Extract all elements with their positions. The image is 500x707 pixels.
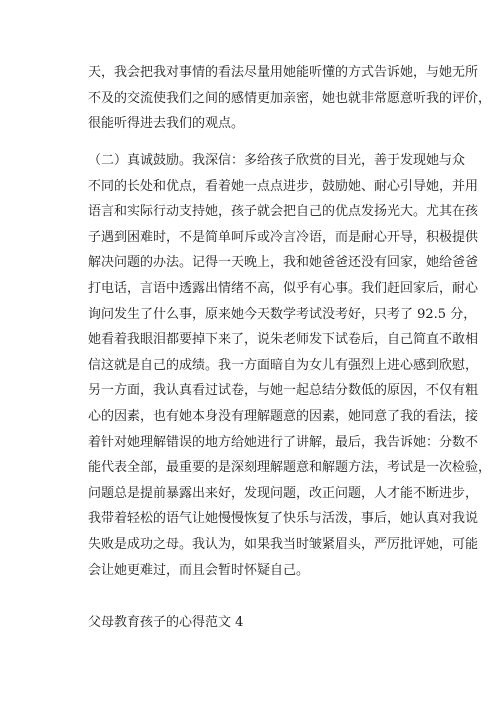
text-line: （二）真诚鼓励。我深信：多给孩子欣赏的目光，善于发现她与众 [88, 153, 466, 168]
text-line: 解决问题的办法。记得一天晚上，我和她爸爸还没有回家，她给爸爸 [88, 255, 479, 271]
section-heading: 父母教育孩子的心得范文 4 [88, 615, 244, 630]
text-line: 天，我会把我对事情的看法尽量用她能听懂的方式告诉她，与她无所 [88, 65, 479, 80]
text-line: 语言和实际行动支持她，孩子就会把自己的优点发扬光大。尤其在孩 [88, 204, 479, 220]
text-line: 心的因素，也有她本身没有理解题意的因素，她同意了我的看法，接 [88, 408, 479, 424]
text-line: 打电话，言语中透露出情绪不高，似乎有心事。我们赶回家后，耐心 [88, 280, 479, 296]
text-line: 问题总是提前暴露出来好，发现问题，改正问题，人才能不断进步， [88, 485, 479, 501]
text-line: 不同的长处和优点，看着她一点点进步，鼓励她、耐心引导她，并用 [88, 178, 479, 194]
text-line: 很能听得进去我们的观点。 [88, 116, 245, 132]
text-line: 信这就是自己的成绩。我一方面暗自为女儿有强烈上进心感到欣慰， [88, 357, 479, 373]
text-line: 她看着我眼泪都要掉下来了，说朱老师发下试卷后，自己简直不敢相 [88, 332, 479, 348]
text-line: 询问发生了什么事，原来她今天数学考试没考好，只考了 92.5 分， [88, 306, 477, 322]
paragraph-2 [88, 148, 492, 583]
text-line: 我带着轻松的语气让她慢慢恢复了快乐与活泼，事后，她认真对我说 [88, 511, 479, 527]
text-line: 会让她更难过，而且会暂时怀疑自己。 [88, 562, 310, 578]
text-line: 另一方面，我认真看过试卷，与她一起总结分数低的原因，不仅有粗 [88, 383, 479, 399]
text-line: 不及的交流使我们之间的感情更加亲密，她也就非常愿意听我的评价， [88, 90, 492, 106]
text-line: 子遇到困难时，不是简单呵斥或冷言冷语，而是耐心开导，积极提供 [88, 229, 479, 245]
text-line: 着针对她理解错误的地方给她进行了讲解，最后，我告诉她：分数不 [88, 434, 479, 450]
text-line: 能代表全部，最重要的是深刻理解题意和解题方法，考试是一次检验， [88, 460, 492, 476]
text-line: 失败是成功之母。我认为，如果我当时皱紧眉头，严厉批评她，可能 [88, 536, 479, 552]
paragraph-1 [88, 60, 492, 137]
